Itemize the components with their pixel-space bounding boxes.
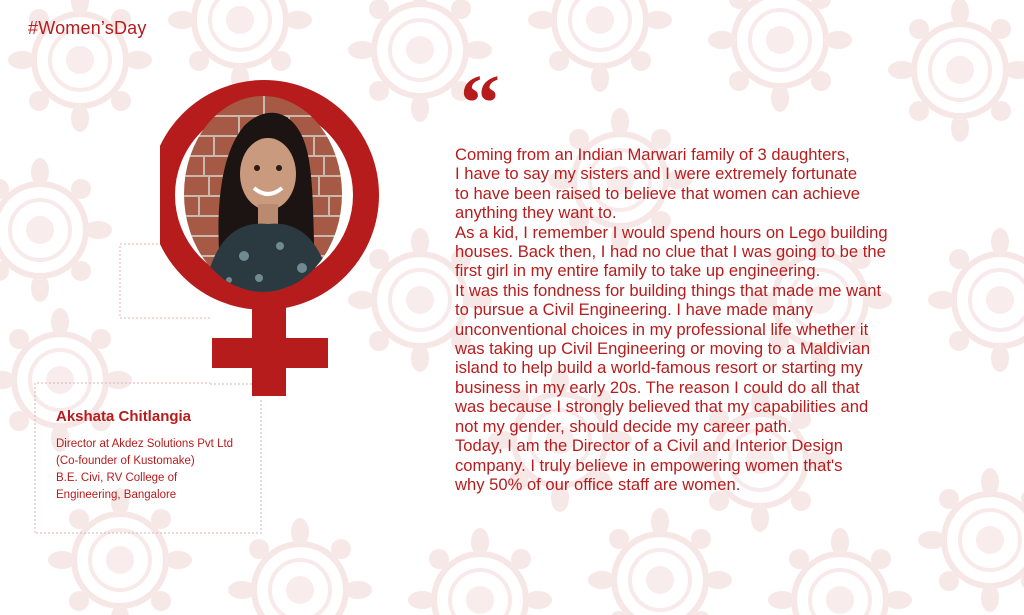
profile-description [56, 436, 256, 504]
quote-line: As a kid, I remember I would spend hours on Lego building [455, 222, 888, 242]
quote-line: was because I strongly believed that my capabilities and [455, 397, 869, 417]
quote-line: first girl in my entire family to take up engineering. [455, 261, 821, 281]
quote-line: It was this fondness for building things that made me want [455, 280, 882, 300]
profile-photo [184, 96, 342, 292]
profile-line: Director at Akdez Solutions Pvt Ltd [56, 438, 234, 450]
quote-line: why 50% of our office staff are women. [455, 474, 741, 494]
profile-line: B.E. Civi, RV College of [56, 472, 178, 484]
quote-line: company. I truly believe in empowering women that's [455, 455, 843, 475]
quote-line: Today, I am the Director of a Civil and Interior Design [455, 436, 843, 456]
profile-line: (Co-founder of Kustomake) [56, 455, 195, 467]
quote-mark-icon: “ [460, 60, 500, 148]
quote-line: unconventional choices in my professional life whether it [455, 319, 869, 339]
profile-name: Akshata Chitlangia [56, 408, 192, 425]
profile-line: Engineering, Bangalore [56, 489, 177, 501]
quote-line: to pursue a Civil Engineering. I have made many [455, 300, 813, 320]
quote-line: Coming from an Indian Marwari family of 3 daughters, [455, 145, 850, 164]
quote-line: business in my early 20s. The reason I could do all that [455, 377, 860, 397]
quote-line: not my gender, should decide my career path. [455, 416, 792, 436]
quote-line: to have been raised to believe that women can achieve [455, 183, 860, 203]
quote-line: houses. Back then, I had no clue that I was going to be the [455, 242, 886, 262]
quote-text [455, 145, 995, 494]
hashtag-title: #Women’sDay [28, 18, 147, 38]
quote-line: I have to say my sisters and I were extremely fortunate [455, 164, 858, 184]
quote-line: anything they want to. [455, 203, 617, 223]
quote-line: island to help build a world-famous resort or starting my [455, 358, 863, 378]
quote-line: was taking up Civil Engineering or moving to a Maldivian [455, 339, 871, 359]
